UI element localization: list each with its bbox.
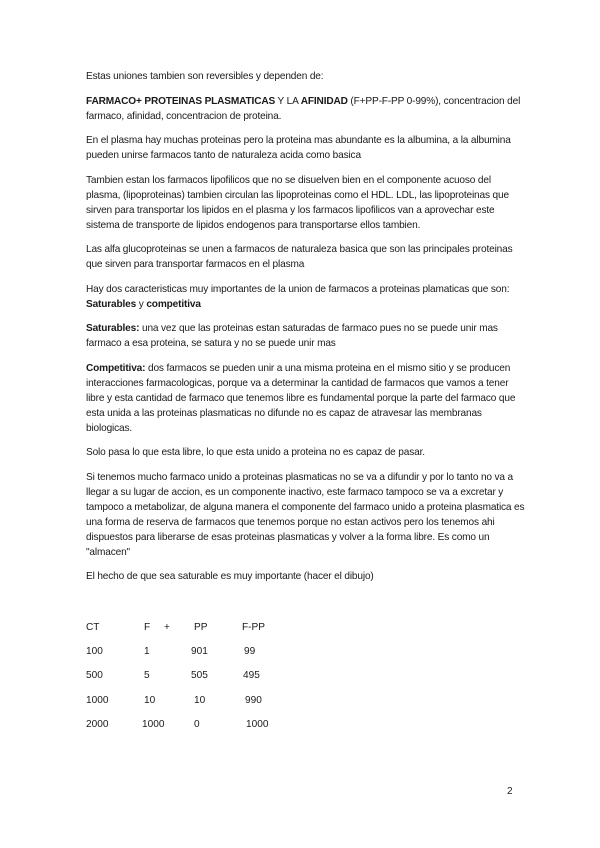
- paragraph-factors: [86, 94, 526, 124]
- term-farmaco-proteinas: FARMACO+ PROTEINAS PLASMATICAS: [86, 95, 276, 107]
- text-factors-rest: (F+PP-F-PP 0-99%), concentracion del farmaco, afinidad, concentracion de proteina.: [86, 95, 521, 122]
- table-cell-f: 1000: [142, 718, 165, 730]
- table-cell-fpp: 99: [244, 646, 256, 658]
- table-header-plus: +: [164, 622, 170, 633]
- paragraph-saturables-text: una vez que las proteinas estan saturadas de farmaco pues no se puede unir mas farmaco a esa proteina, se satura y no se puede unir mas: [86, 323, 498, 349]
- paragraph-competitiva: [86, 361, 526, 436]
- page-number: 2: [507, 786, 513, 797]
- paragraph-libre-text: Solo pasa lo que esta libre, lo que esta unido a proteina no es capaz de pasar.: [86, 447, 425, 458]
- paragraph-libre: [86, 445, 526, 460]
- table-cell-fpp: 1000: [246, 718, 269, 730]
- table-cell-ct: 1000: [86, 694, 109, 706]
- table-cell-ct: 2000: [86, 718, 109, 730]
- table-header-f: F: [144, 622, 151, 633]
- term-saturables: Saturables: [86, 298, 137, 310]
- paragraph-lipofilicos-text: Tambien estan los farmacos lipofilicos que no se disuelven bien en el componente acuoso del plasma, (lipoproteinas) tambien circulan las lipoproteinas como el HDL. LDL, las lipoproteinas que sirven para transportar los lipidos en el plasma y los farmacos lipofilicos van a aprovechar este sistema de transporte de lipidos endogenos para transportarse ellos tambien.: [86, 174, 509, 231]
- term-afinidad: AFINIDAD: [300, 95, 348, 107]
- table-cell-ct: 500: [86, 670, 103, 682]
- label-competitiva: Competitiva:: [86, 362, 146, 374]
- term-competitiva: competitiva: [146, 298, 201, 310]
- paragraph-albumina-text: En el plasma hay muchas proteinas pero la proteina mas abundante es la albumina, a la albumina pueden unirse farmacos tanto de naturaleza acida como basica: [86, 135, 511, 161]
- table-cell-pp: 901: [191, 646, 208, 658]
- paragraph-caracteristicas-text: Hay dos caracteristicas muy importantes de la union de farmacos a proteinas plamaticas que son:: [86, 283, 510, 295]
- paragraph-albumina: [86, 133, 526, 163]
- paragraph-competitiva-text: dos farmacos se pueden unir a una misma proteina en el mismo sitio y se producen interacciones farmacologicas, porque va a determinar la cantidad de farmacos que vamos a tener libre y esta cantidad de farmaco que tenemos libre es fundamental porque la parte del farmaco que esta unida a las proteinas plasmaticas no difunde no es capaz de atravesar las membranas biologicas.: [86, 362, 516, 434]
- paragraph-saturables: [86, 321, 526, 351]
- paragraph-glucoproteinas-text: Las alfa glucoproteinas se unen a farmacos de naturaleza basica que son las principales proteinas que sirven para transportar farmacos en el plasma: [86, 244, 513, 270]
- paragraph-caracteristicas: [86, 282, 526, 312]
- document-body: [86, 69, 526, 592]
- paragraph-intro-text: Estas uniones tambien son reversibles y dependen de:: [86, 71, 324, 82]
- table-cell-pp: 10: [194, 694, 206, 706]
- table-cell-fpp: 990: [245, 694, 262, 706]
- label-saturables: Saturables:: [86, 323, 140, 334]
- paragraph-reserva-text: Si tenemos mucho farmaco unido a proteinas plasmaticas no se va a difundir y por lo tanto no va a llegar a su lugar de accion, es un componente inactivo, este farmaco tampoco se va a excretar y tampoco a metabolizar, de alguna manera el componente del farmaco unido a proteina plasmatica es una forma de reserva de farmacos que tenemos porque no estan activos pero los tenemos ahi dispuestos para liberarse de esas proteinas plasmaticas y volver a la forma libre. Es como un "almacen": [86, 471, 525, 558]
- paragraph-reserva: [86, 470, 526, 560]
- table-header-ct: CT: [86, 622, 100, 633]
- text-y: y: [136, 298, 147, 310]
- table-cell-fpp: 495: [243, 670, 260, 682]
- paragraph-saturable-importante-text: El hecho de que sea saturable es muy importante (hacer el dibujo): [86, 571, 374, 582]
- table-header-fpp: F-PP: [242, 622, 265, 633]
- paragraph-intro: [86, 69, 526, 84]
- table-header-pp: PP: [194, 622, 208, 633]
- paragraph-saturable-importante: [86, 569, 526, 584]
- table-cell-f: 5: [144, 670, 150, 682]
- table-cell-pp: 505: [191, 670, 208, 682]
- paragraph-lipofilicos: [86, 173, 526, 233]
- paragraph-glucoproteinas: [86, 242, 526, 272]
- table-cell-f: 10: [144, 694, 156, 706]
- text-y-la: Y LA: [275, 95, 301, 107]
- table-cell-pp: 0: [194, 718, 200, 730]
- table-cell-ct: 100: [86, 646, 103, 658]
- table-cell-f: 1: [144, 646, 150, 658]
